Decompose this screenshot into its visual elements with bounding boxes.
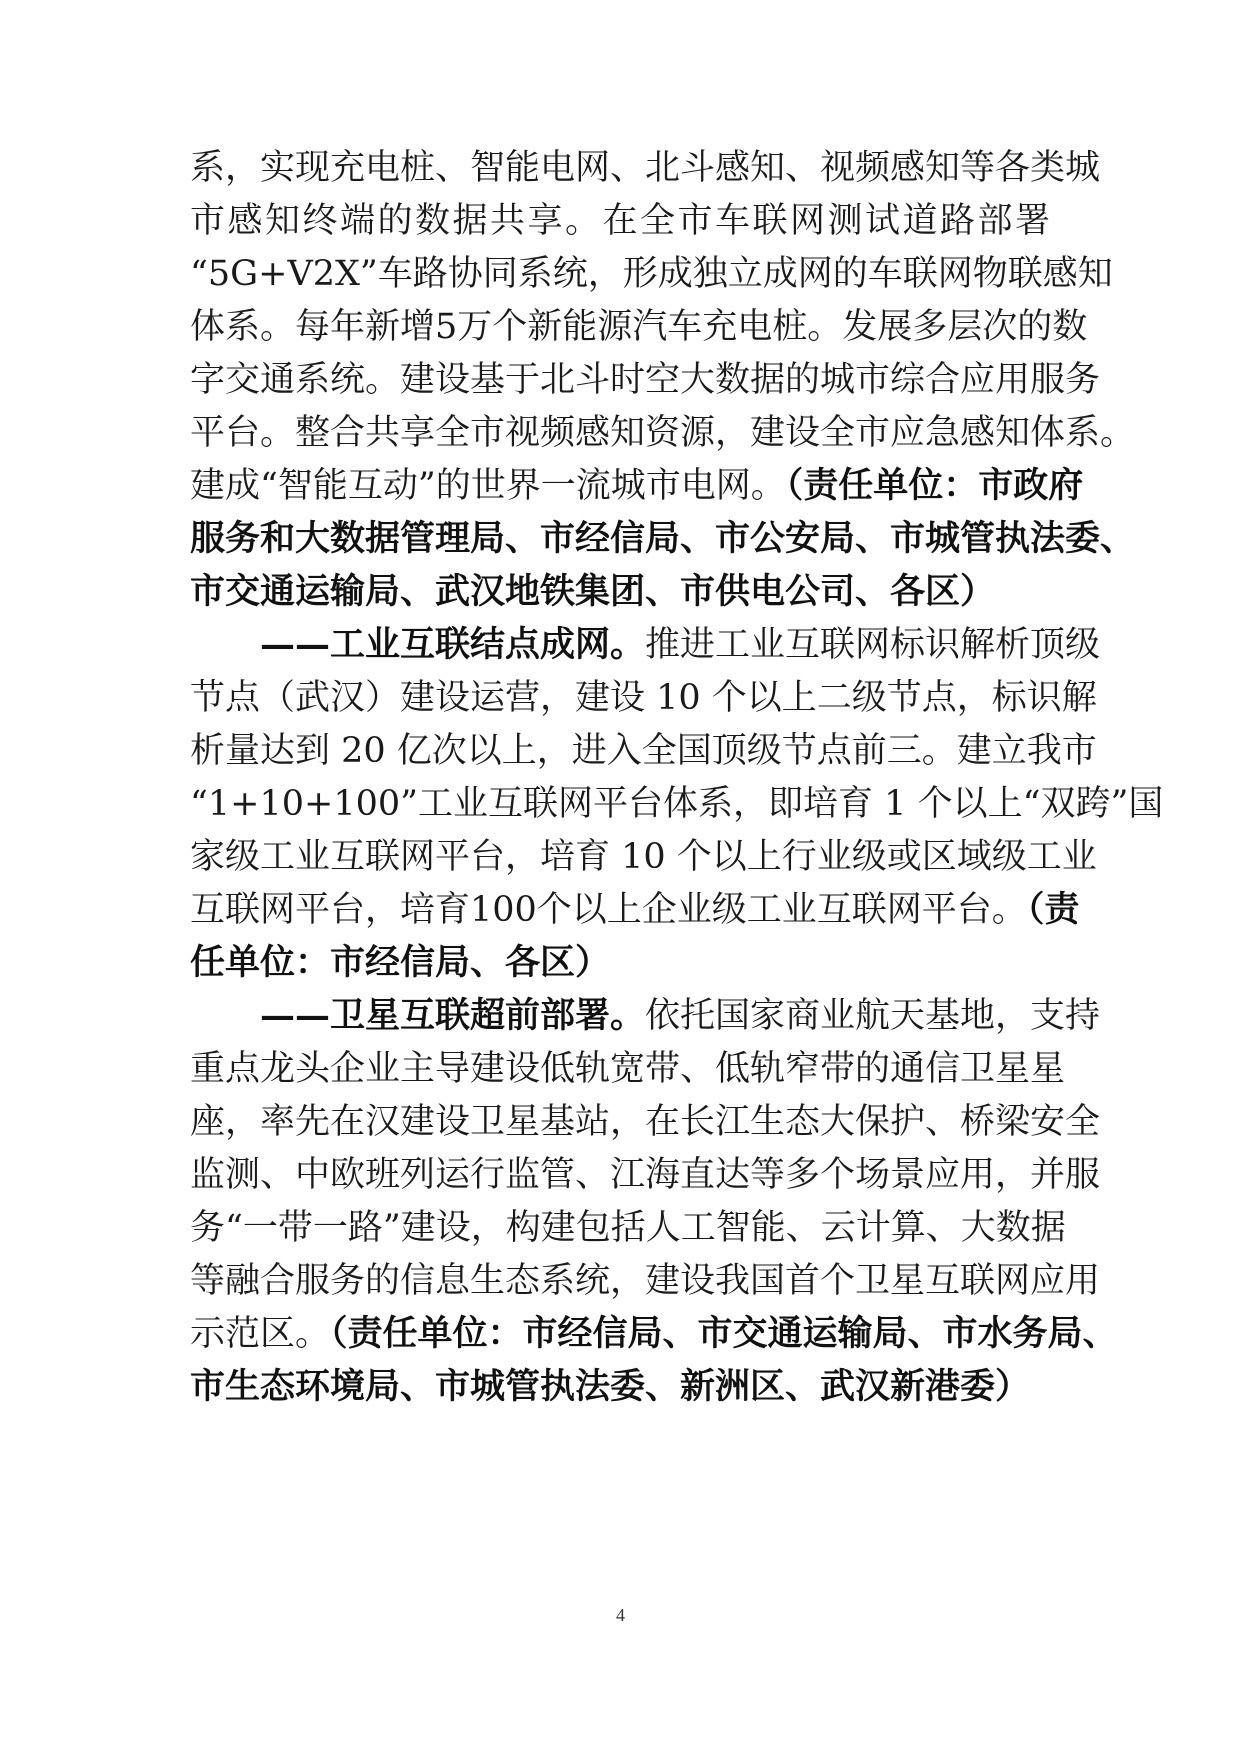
paragraph-line: 等融合服务的信息生态系统，建设我国首个卫星互联网应用 bbox=[190, 1261, 1101, 1301]
paragraph-line: 家级工业互联网平台，培育 10 个以上行业级或区域级工业 bbox=[190, 837, 1097, 877]
paragraph-line: 市感知终端的数据共享。在全市车联网测试道路部署 bbox=[190, 201, 1050, 241]
paragraph-line bbox=[190, 456, 1084, 516]
paragraph-line: 监测、中欧班列运行监管、江海直达等多个场景应用，并服 bbox=[190, 1155, 1101, 1195]
body-text: 依托国家商业航天基地，支持 bbox=[645, 996, 1101, 1036]
responsibility-text: （责 bbox=[1026, 889, 1080, 930]
section-heading: ——卫星互联超前部署。 bbox=[260, 995, 646, 1036]
paragraph-line bbox=[190, 880, 1080, 940]
paragraph-line: 体系。每年新增5万个新能源汽车充电桩。发展多层次的数 bbox=[190, 307, 1088, 347]
paragraph-line: “5G+V2X”车路协同系统，形成独立成网的车联网物联感知 bbox=[190, 254, 1113, 294]
section-heading: ——工业互联结点成网。 bbox=[260, 624, 646, 665]
responsibility-line: 市交通运输局、武汉地铁集团、市供电公司、各区） bbox=[190, 571, 996, 612]
body-text: 互联网平台，培育100个以上企业级工业互联网平台。 bbox=[190, 890, 1027, 930]
paragraph-line: “1+10+100”工业互联网平台体系，即培育 1 个以上“双跨”国 bbox=[190, 784, 1164, 824]
body-text: 推进工业互联网标识解析顶级 bbox=[645, 625, 1101, 665]
paragraph-line bbox=[190, 1304, 1118, 1364]
body-text: 建成“智能互动”的世界一流城市电网。 bbox=[190, 466, 786, 506]
paragraph-line: 节点（武汉）建设运营，建设 10 个以上二级节点，标识解 bbox=[190, 678, 1097, 718]
paragraph-line: 重点龙头企业主导建设低轨宽带、低轨窄带的通信卫星星 bbox=[190, 1049, 1066, 1089]
paragraph-line: 务“一带一路”建设，构建包括人工智能、云计算、大数据 bbox=[190, 1208, 1066, 1248]
body-text: 示范区。 bbox=[190, 1314, 331, 1354]
paragraph-line: 系，实现充电桩、智能电网、北斗感知、视频感知等各类城 bbox=[190, 148, 1101, 188]
responsibility-line: 服务和大数据管理局、市经信局、市公安局、市城管执法委、 bbox=[190, 518, 1136, 559]
paragraph-line: 析量达到 20 亿次以上，进入全国顶级节点前三。建立我市 bbox=[190, 731, 1097, 771]
page-number: 4 bbox=[616, 1605, 625, 1625]
section-line bbox=[260, 986, 1101, 1046]
responsibility-line: 市生态环境局、市城管执法委、新洲区、武汉新港委） bbox=[190, 1366, 1031, 1407]
paragraph-line: 平台。整合共享全市视频感知资源，建设全市应急感知体系。 bbox=[190, 413, 1136, 453]
responsibility-text: （责任单位：市经信局、市交通运输局、市水务局、 bbox=[330, 1313, 1118, 1354]
paragraph-line: 字交通系统。建设基于北斗时空大数据的城市综合应用服务 bbox=[190, 360, 1101, 400]
responsibility-line: 任单位：市经信局、各区） bbox=[190, 942, 611, 983]
responsibility-text: （责任单位：市政府 bbox=[785, 465, 1084, 506]
section-line bbox=[260, 615, 1101, 675]
paragraph-line: 座，率先在汉建设卫星基站，在长江生态大保护、桥梁安全 bbox=[190, 1102, 1101, 1142]
